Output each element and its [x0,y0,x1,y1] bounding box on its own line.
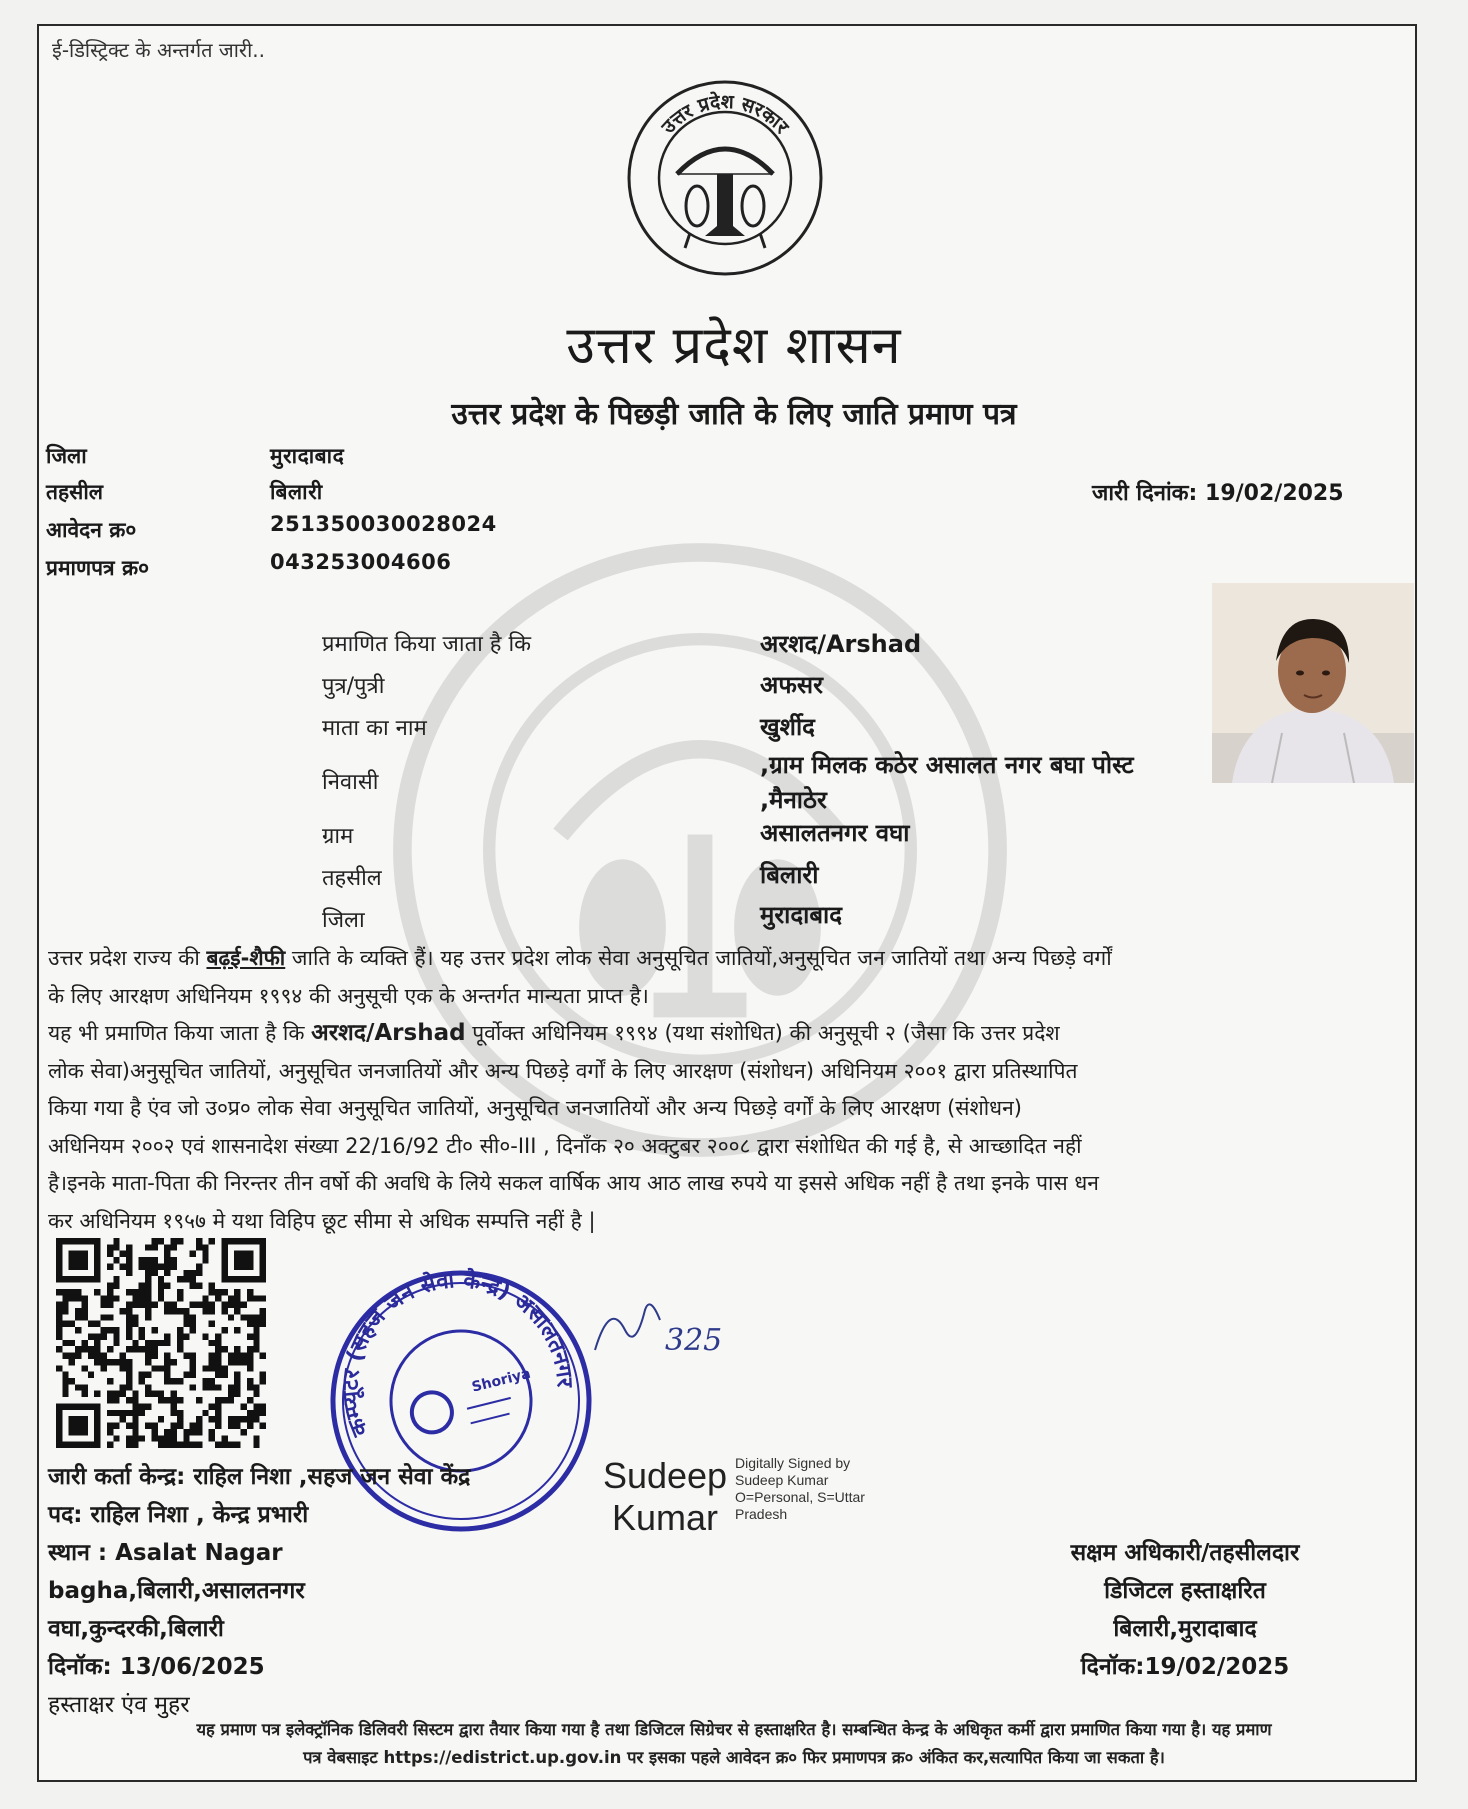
detail-district-label: जिला [322,908,365,933]
district-label: जिला [46,444,87,468]
paragraph-applicant-name: अरशद/Arshad [311,1020,466,1046]
svg-text:उत्तर प्रदेश सरकार: उत्तर प्रदेश सरकार [657,90,793,138]
application-no-value: 251350030028024 [270,512,497,536]
district-value: मुरादाबाद [270,444,345,468]
son-of-label: पुत्र/पुत्री [322,674,385,699]
issuer-place: स्थान : Asalat Nagar [48,1540,283,1566]
detail-tehsil-value: बिलारी [760,861,819,889]
caste-paragraph: उत्तर प्रदेश राज्य की बढ़ई-शैफी जाति के व्यक्ति हैं। यह उत्तर प्रदेश लोक सेवा अनुसूचित जातियों,अनुसूचित जन जातियों तथा अन्य पिछड़े वर्गों के लिए आरक्षण अधिनियम १९९४ की अनुसूची एक के अन्तर्गत मान्यता प्राप्त है। [48,946,1112,1008]
issuer-block: जारी कर्ता केन्द्र: राहिल निशा ,सहज जन सेवा केंद्र पद: राहिल निशा , केन्द्र प्रभारी स्थान : Asalat Nagar bagha,बिलारी,असालतनगर वघा,कुन्दरकी,बिलारी दिनॉक: 13/06/2025 हस्ताक्षर एंव मुहर [48,1458,470,1724]
footer-note: यह प्रमाण पत्र इलेक्ट्रॉनिक डिलिवरी सिस्टम द्वारा तैयार किया गया है तथा डिजिटल सिग्रेचर से हस्ताक्षरित है। सम्बन्धित केन्द्र के अधिकृत कर्मी द्वारा प्रमाणित किया गया है। यह प्रमाण पत्र वेबसाइट https://edistrict.up.gov.in पर इसका पहले आवेदन क्र० फिर प्रमाणपत्र क्र० अंकित कर,सत्यापित किया जा सकता है। [196,1720,1272,1767]
govt-title: उत्तर प्रदेश शासन [566,316,902,376]
resident-label: निवासी [322,770,379,795]
signature-label: हस्ताक्षर एंव मुहर [48,1692,190,1718]
issuer-date: दिनॉक: 13/06/2025 [48,1654,265,1680]
father-name: अफसर [760,671,823,699]
certificate-no-value: 043253004606 [270,550,452,574]
resident-address-line2: ,मैनाठेर [760,786,827,814]
digital-signature-name: Sudeep Kumar [602,1455,728,1538]
applicant-name: अरशद/Arshad [760,630,922,658]
handwritten-initials [590,1290,730,1370]
tehsil-label: तहसील [46,480,103,504]
issue-date: जारी दिनांक: 19/02/2025 [1092,481,1344,506]
issuing-center: जारी कर्ता केन्द्र: राहिल निशा ,सहज जन सेवा केंद्र [48,1464,471,1490]
mother-label: माता का नाम [322,716,427,741]
tehsil-value: बिलारी [270,480,323,504]
village-label: ग्राम [322,824,354,849]
authority-digital: डिजिटल हस्ताक्षरित [1104,1578,1266,1604]
applicant-photo [1212,583,1414,783]
svg-text:Shoriya: Shoriya [470,1365,533,1396]
issuer-post: पद: राहिल निशा , केन्द्र प्रभारी [48,1502,309,1528]
certificate-title: उत्तर प्रदेश के पिछड़ी जाति के लिए जाति प्रमाण पत्र [451,397,1017,432]
resident-address-line1: ,ग्राम मिलक कठेर असालत नगर बघा पोस्ट [760,751,1134,779]
up-govt-emblem [625,78,825,278]
caste-name: बढ़ई-शैफी [206,946,286,970]
certification-paragraph: यह भी प्रमाणित किया जाता है कि अरशद/Arshad पूर्वोक्त अधिनियम १९९४ (यथा संशोधित) की अनुसूची २ (जैसा कि उत्तर प्रदेश लोक सेवा)अनुसूचित जातियों, अनुसूचित जनजातियों और अन्य पिछड़े वर्गों के लिए आरक्षण (संशोधन) अधिनियम २००१ द्वारा प्रतिस्थापित किया गया है एंव जो उ०प्र० लोक सेवा अनुसूचित जातियों, अनुसूचित जनजातियों और अन्य पिछड़े वर्गों के लिए आरक्षण (संशोधन) अधिनियम २००२ एवं शासनादेश संख्या 22/16/92 टी० सी०-III , दिनाँक २० अक्टुबर २००८ द्वारा संशोधित की गई है, से आच्छादित नहीं है।इनके माता-पिता की निरन्तर तीन वर्षो की अवधि के लिये सकल वार्षिक आय आठ लाख रुपये या इससे अधिक नहीं है तथा इनके पास धन कर अधिनियम १९५७ मे यथा विहिप छूट सीमा से अधिक सम्पत्ति नहीं है | [48,1020,1099,1233]
application-no-label: आवेदन क्र० [46,518,137,542]
certified-label: प्रमाणित किया जाता है कि [322,632,532,657]
svg-text:शोर्य कम्प्यूटर (सहज जन सेवा क: कम्प्यूटर (सहज जन सेवा केन्द्र) असालतनगर [338,1268,577,1440]
digital-signature-note: Digitally Signed by Sudeep Kumar O=Personal, S=Uttar Pradesh [735,1455,865,1522]
detail-district-value: मुरादाबाद [760,901,843,929]
svg-text:325: 325 [665,1323,723,1358]
authority-title: सक्षम अधिकारी/तहसीलदार [1070,1540,1300,1566]
mother-name: खुर्शीद [760,713,815,741]
certificate-no-label: प्रमाणपत्र क्र० [46,556,150,580]
village-value: असालतनगर वघा [760,819,910,847]
authority-block [1005,1534,1365,1686]
authority-place: बिलारी,मुरादाबाद [1113,1616,1257,1642]
qr-code [56,1238,266,1448]
authority-date: दिनॉक:19/02/2025 [1080,1654,1290,1680]
detail-tehsil-label: तहसील [322,866,382,891]
edistrict-note: ई-डिस्ट्रिक्ट के अन्तर्गत जारी.. [52,38,265,62]
